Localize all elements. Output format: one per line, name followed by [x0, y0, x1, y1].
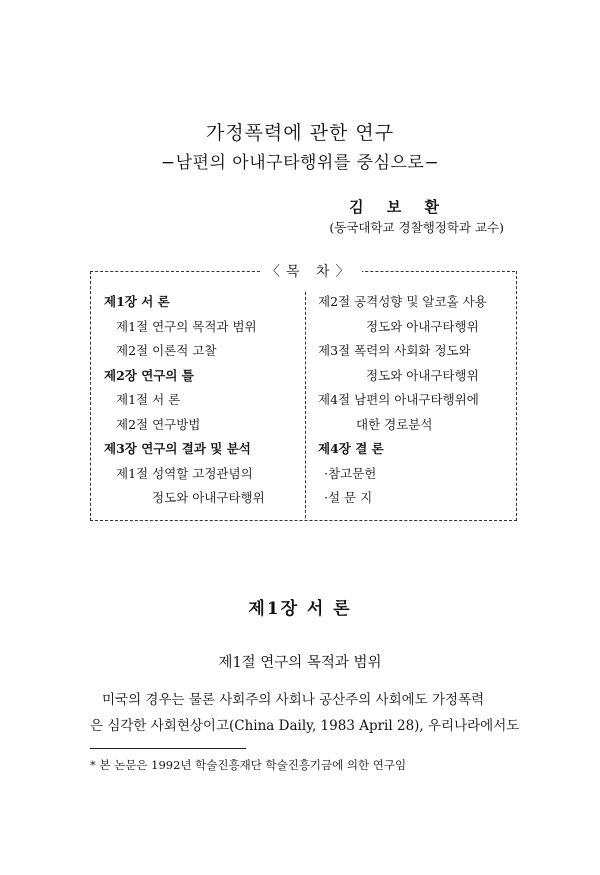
footnote: * 본 논문은 1992년 학술진흥재단 학술진흥기금에 의한 연구임 [90, 758, 407, 772]
toc-item: 제2절 공격성향 및 알코홀 사용 [318, 294, 487, 309]
toc-right-column [318, 290, 487, 511]
author-affiliation: (동국대학교 경찰행정학과 교수) [329, 220, 504, 235]
toc-left-column [104, 290, 265, 511]
toc-item: 대한 경로분석 [356, 416, 433, 432]
toc-item: 제2장 연구의 틀 [104, 367, 194, 383]
toc-item: 제2절 이론적 고찰 [116, 343, 217, 358]
toc-item: ·참고문헌 [324, 465, 377, 481]
footnote-rule [90, 748, 246, 749]
chapter-heading: 제1장 서 론 [248, 599, 352, 619]
paper-title: 가정폭력에 관한 연구 [205, 122, 395, 144]
toc-item: 제3장 연구의 결과 및 분석 [104, 441, 251, 456]
body-text-line: 미국의 경우는 물론 사회주의 사회나 공산주의 사회에도 가정폭력 [102, 692, 485, 708]
toc-heading: 〈목 차〉 [260, 261, 362, 281]
toc-item: 정도와 아내구타행위 [152, 490, 265, 505]
toc-column-divider [305, 292, 306, 518]
section-heading: 제1절 연구의 목적과 범위 [218, 655, 382, 671]
toc-item: 제1절 연구의 목적과 범위 [116, 318, 257, 334]
toc-item: 제1절 성역할 고정관념의 [116, 465, 253, 481]
toc-item: 제2절 연구방법 [116, 416, 201, 432]
toc-item: 제4장 결 론 [318, 441, 384, 456]
toc-item: 정도와 아내구타행위 [366, 367, 479, 383]
author-name: 김 보 환 [349, 198, 448, 216]
toc-item: 제1장 서 론 [104, 294, 170, 309]
toc-item: 정도와 아내구타행위 [366, 318, 479, 334]
toc-border-top-left [90, 271, 260, 272]
toc-item: 제3절 폭력의 사회화 정도와 [318, 343, 471, 358]
toc-item: ·설 문 지 [324, 490, 373, 505]
toc-item: 제1절 서 론 [116, 392, 181, 407]
toc-border-top-right [345, 271, 515, 272]
paper-subtitle: −남편의 아내구타행위를 중심으로− [160, 153, 440, 173]
body-text-line: 은 심각한 사회현상이고(China Daily, 1983 April 28), 우리나라에서도 [90, 718, 520, 734]
toc-item: 제4절 남편의 아내구타행위에 [318, 392, 479, 407]
